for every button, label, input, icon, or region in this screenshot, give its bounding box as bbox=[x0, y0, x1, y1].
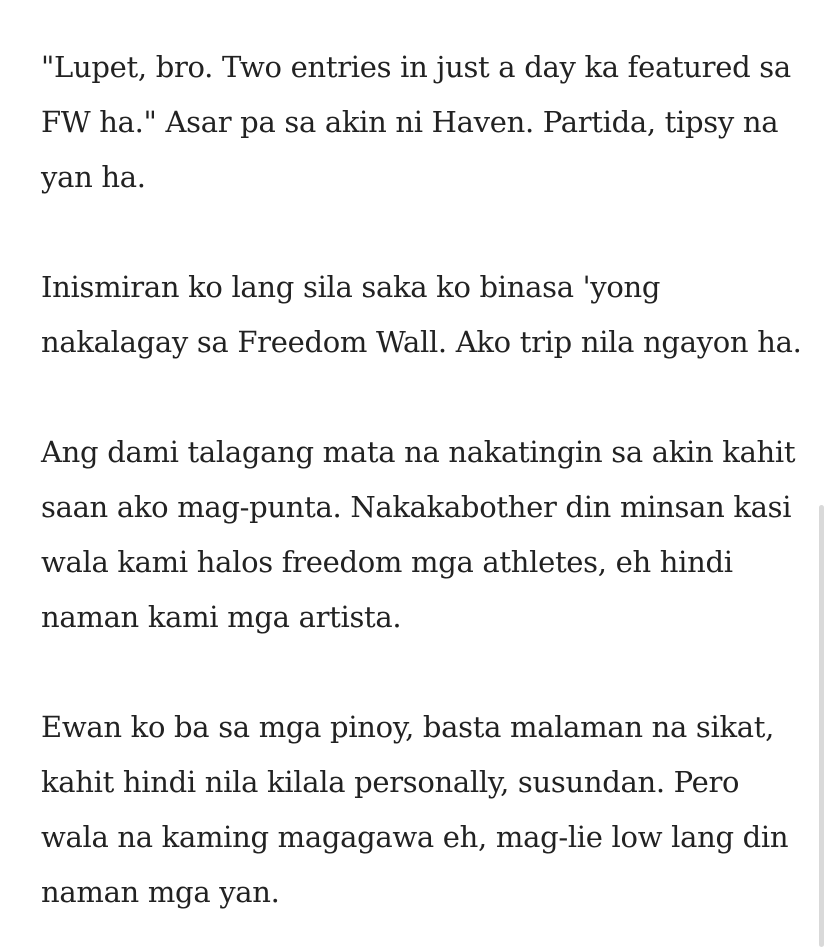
text-line: nakalagay sa Freedom Wall. Ako trip nila ngayon ha. bbox=[41, 325, 802, 359]
story-body bbox=[41, 40, 801, 947]
text-line: FW ha." Asar pa sa akin ni Haven. Partida, tipsy na bbox=[41, 105, 779, 139]
text-line: saan ako mag-punta. Nakakabother din minsan kasi bbox=[41, 490, 792, 524]
text-line: kahit hindi nila kilala personally, susundan. Pero bbox=[41, 765, 740, 799]
text-line: naman kami mga artista. bbox=[41, 600, 402, 634]
scrollbar-thumb[interactable] bbox=[819, 505, 824, 947]
paragraph bbox=[41, 700, 801, 920]
paragraph bbox=[41, 260, 801, 370]
paragraph bbox=[41, 425, 801, 645]
text-line: Ewan ko ba sa mga pinoy, basta malaman na sikat, bbox=[41, 710, 775, 744]
text-line: "Lupet, bro. Two entries in just a day ka featured sa bbox=[41, 50, 791, 84]
text-line: Ang dami talagang mata na nakatingin sa akin kahit bbox=[41, 435, 796, 469]
paragraph bbox=[41, 40, 801, 205]
text-line: wala kami halos freedom mga athletes, eh hindi bbox=[41, 545, 733, 579]
text-line: yan ha. bbox=[41, 160, 146, 194]
text-line: naman mga yan. bbox=[41, 875, 280, 909]
text-line: Inismiran ko lang sila saka ko binasa 'yong bbox=[41, 270, 661, 304]
text-line: wala na kaming magagawa eh, mag-lie low lang din bbox=[41, 820, 789, 854]
